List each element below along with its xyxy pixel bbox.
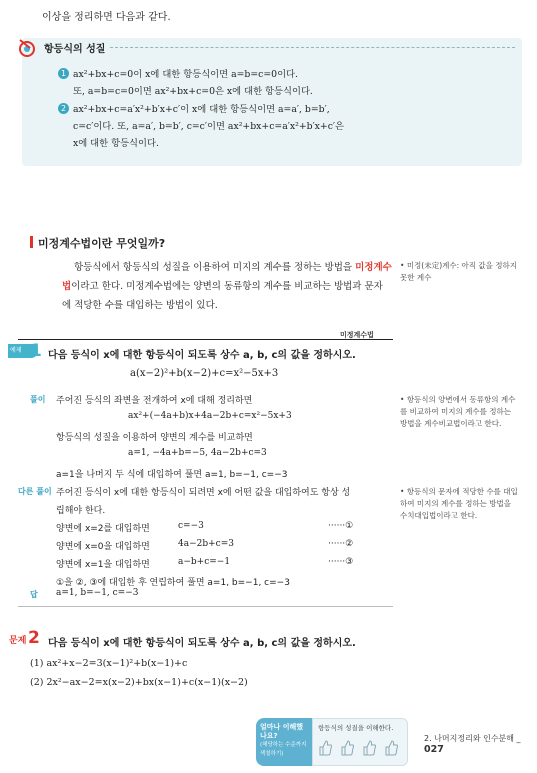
alt-row-cond: 양변에 x=2를 대입하면 (56, 524, 150, 534)
property-title: 항등식의 성질 (44, 44, 106, 55)
intro-text: 이상을 정리하면 다음과 같다. (42, 12, 171, 23)
title-divider (110, 47, 515, 48)
thumb-icon[interactable] (384, 740, 398, 756)
thumb-icon[interactable] (362, 740, 376, 756)
problem-question: 다음 등식이 x에 대한 항등식이 되도록 상수 a, b, c의 값을 정하시오. (48, 638, 356, 649)
alt-row-cond: 양변에 x=0을 대입하면 (56, 542, 150, 552)
section-marker (30, 236, 33, 248)
problem-label: 문제 (9, 636, 27, 646)
alt-solution-label: 다른 풀이 (18, 487, 52, 496)
alt-row-cond: 양변에 x=1을 대입하면 (56, 560, 150, 570)
example-badge: 예제 (8, 344, 38, 358)
chapter-title: 2. 나머지정리와 인수분해 _ (424, 734, 521, 743)
page-footer (424, 733, 537, 755)
keyword: 미정계수법 (62, 262, 392, 292)
number-badge: 1 (58, 68, 69, 79)
solution-line: ax²+(−4a+b)x+4a−2b+c=x²−5x+3 (128, 411, 292, 421)
side-note: • 항등식의 문자에 적당한 수를 대입하여 미지의 계수를 정하는 방법을 수치대입법이라고 한다. (400, 486, 520, 522)
self-check-hint: (해당하는 수준까지 색칠하기) (260, 742, 307, 757)
property-line: 또, a=b=c=0이면 ax²+bx+c=0은 x에 대한 항등식이다. (73, 86, 313, 97)
alt-row-tag: ······① (328, 521, 354, 531)
section-title: 미정계수법이란 무엇일까? (38, 237, 166, 250)
number-badge: 2 (58, 103, 69, 114)
answer-divider (18, 606, 393, 607)
problem-number: 2 (28, 628, 40, 648)
alt-row-eq: c=−3 (178, 521, 204, 531)
page-number: 027 (424, 744, 444, 755)
solution-line: a=1을 나머지 두 식에 대입하여 풀면 a=1, b=−1, c=−3 (56, 470, 288, 480)
alt-line: 주어진 등식이 x에 대한 항등식이 되려면 x에 어떤 값을 대입하여도 항상 성 (56, 488, 351, 498)
example-number: 1 (30, 341, 42, 361)
alt-row-tag: ······③ (328, 557, 354, 567)
thumb-icon[interactable] (340, 740, 354, 756)
side-note: • 미정(未定)계수: 아직 값을 정하지 못한 계수 (400, 260, 520, 284)
solution-label: 풀이 (30, 395, 46, 404)
alt-final: ①을 ②, ③에 대입한 후 연립하여 풀면 a=1, b=−1, c=−3 (56, 578, 290, 588)
example-equation: a(x−2)²+b(x−2)+c=x²−5x+3 (130, 368, 279, 379)
self-check-title: 얼마나 이해했나요? (260, 723, 304, 740)
self-check-label (256, 718, 312, 766)
problem-item: (2) 2x²−ax−2=x(x−2)+bx(x−1)+c(x−1)(x−2) (30, 677, 248, 688)
example-topic-label: 미정계수법 (340, 331, 374, 339)
property-line: x에 대한 항등식이다. (73, 138, 159, 149)
example-question: 다음 등식이 x에 대한 항등식이 되도록 상수 a, b, c의 값을 정하시오. (48, 350, 356, 361)
property-item-1 (58, 66, 313, 100)
property-line: ax²+bx+c=a′x²+b′x+c′이 x에 대한 항등식이면 a=a′, b=b′, (73, 104, 330, 115)
section-paragraph (62, 258, 392, 315)
solution-line: 주어진 등식의 좌변을 전개하여 x에 대해 정리하면 (56, 396, 253, 406)
paragraph-text: 항등식에서 항등식의 성질을 이용하여 미지의 계수를 정하는 방법을 (74, 262, 356, 273)
self-check-text: 항등식의 성질을 이해한다. (318, 724, 394, 732)
answer-label: 답 (30, 590, 38, 599)
alt-row-eq: 4a−2b+c=3 (178, 539, 234, 549)
paragraph-text: 이라고 한다. 미정계수법에는 양변의 동류항의 계수를 비교하는 방법과 문자에 적당한 수를 대입하는 방법이 있다. (62, 281, 383, 311)
alt-row-tag: ······② (328, 539, 354, 549)
answer-text: a=1, b=−1, c=−3 (56, 588, 139, 598)
thumb-icon[interactable] (318, 740, 332, 756)
property-line: ax²+bx+c=0이 x에 대한 항등식이면 a=b=c=0이다. (73, 69, 298, 80)
side-note: • 항등식의 양변에서 동류항의 계수를 비교하여 미지의 계수를 정하는 방법을 계수비교법이라고 한다. (400, 394, 520, 430)
property-line: c=c′이다. 또, a=a′, b=b′, c=c′이면 ax²+bx+c=a′x²+b′x+c′은 (73, 121, 345, 132)
example-divider (18, 339, 393, 340)
pin-icon (18, 38, 40, 58)
solution-line: 항등식의 성질을 이용하여 양변의 계수를 비교하면 (56, 433, 253, 443)
alt-row-eq: a−b+c=−1 (178, 557, 231, 567)
solution-line: a=1, −4a+b=−5, 4a−2b+c=3 (128, 448, 267, 458)
property-item-2 (58, 101, 344, 152)
alt-line: 립해야 한다. (56, 506, 106, 516)
problem-item: (1) ax²+x−2=3(x−1)²+b(x−1)+c (30, 658, 188, 669)
